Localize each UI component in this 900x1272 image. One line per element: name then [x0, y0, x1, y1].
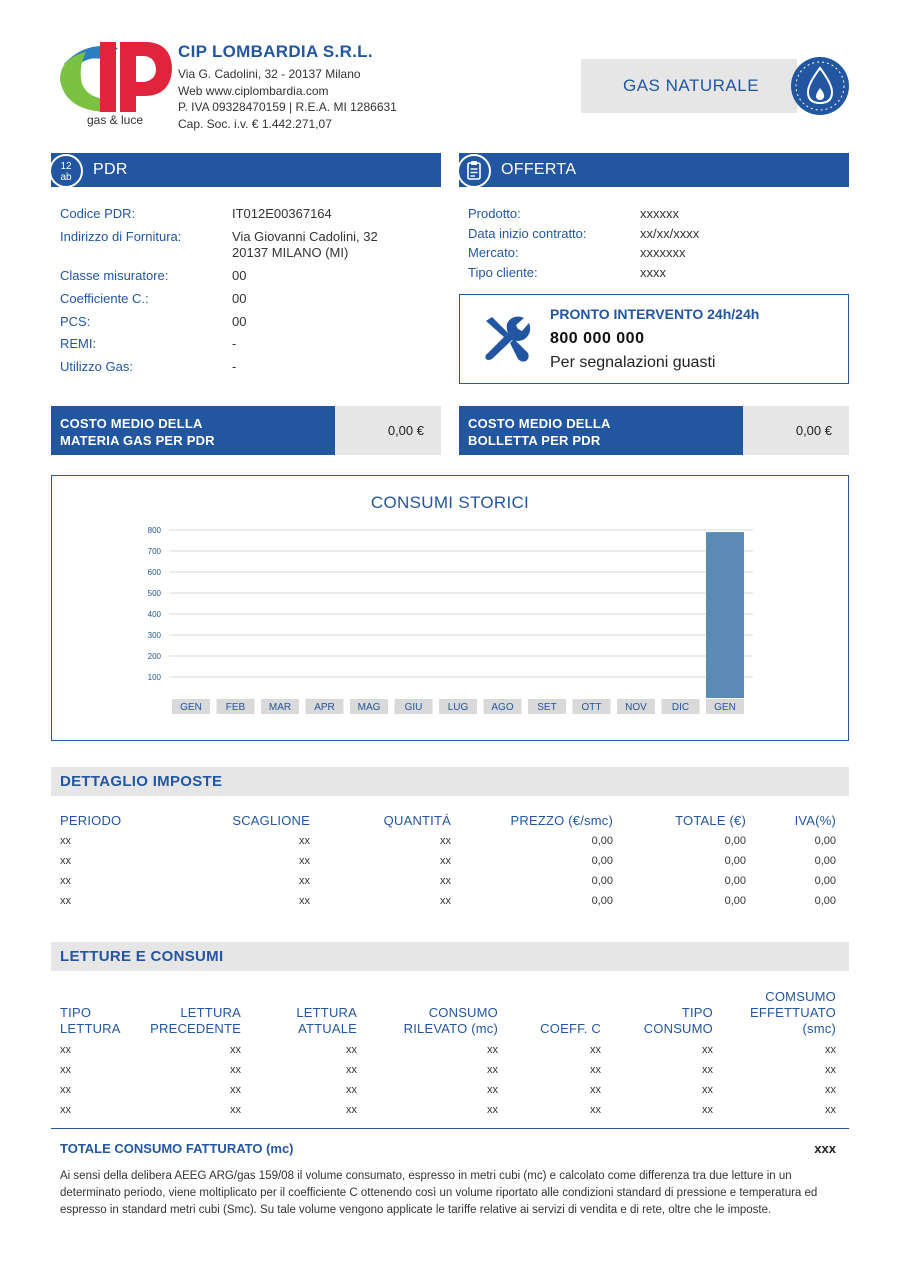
imposte-cell: xx	[299, 875, 310, 887]
imposte-title: DETTAGLIO IMPOSTE	[60, 773, 223, 790]
letture-col-attuale-l2: ATTUALE	[298, 1021, 357, 1036]
imposte-cell: xx	[440, 875, 451, 887]
offerta-product-label: Prodotto:	[468, 206, 521, 221]
letture-cell: xx	[230, 1104, 241, 1116]
pdr-pcs-value: 00	[232, 314, 247, 329]
letture-cell: xx	[825, 1104, 836, 1116]
chart-y-tick: 700	[147, 547, 161, 556]
company-piva: P. IVA 09328470159 | R.E.A. MI 1286631	[178, 100, 397, 114]
letture-col-tipo-l2: LETTURA	[60, 1021, 121, 1036]
totale-value: xxx	[814, 1141, 836, 1156]
letture-col-precedente	[130, 1005, 241, 1037]
svg-text:12: 12	[60, 161, 72, 172]
offerta-product-value: xxxxxx	[640, 206, 679, 221]
imposte-col-prezzo: PREZZO (€/smc)	[510, 813, 613, 828]
chart-y-tick: 100	[147, 673, 161, 682]
imposte-cell: xx	[60, 875, 71, 887]
letture-cell: xx	[230, 1084, 241, 1096]
chart-title: CONSUMI STORICI	[370, 493, 530, 512]
offerta-date-label: Data inizio contratto:	[468, 226, 587, 241]
letture-col-tipo-l1: TIPO	[60, 1005, 92, 1020]
imposte-cell: xx	[440, 835, 451, 847]
imposte-cell: xx	[60, 855, 71, 867]
letture-col-rilevato	[370, 1005, 498, 1037]
chart-y-tick: 400	[147, 610, 161, 619]
pdr-code-icon	[49, 154, 83, 188]
clipboard-icon	[457, 154, 491, 188]
chart-x-label: DIC	[671, 702, 690, 713]
letture-col-tipo	[60, 1005, 121, 1037]
chart-x-label: AGO	[491, 702, 514, 713]
company-info	[178, 42, 397, 132]
letture-col-effettuato-l2: EFFETTUATO	[749, 1005, 836, 1020]
imposte-cell: xx	[440, 855, 451, 867]
imposte-col-periodo: PERIODO	[60, 813, 122, 828]
pdr-class-label: Classe misuratore:	[60, 268, 169, 283]
letture-cell: xx	[60, 1044, 71, 1056]
letture-cell: xx	[702, 1044, 713, 1056]
letture-cell: xx	[702, 1064, 713, 1076]
imposte-cell: 0,00	[724, 875, 746, 887]
imposte-cell: 0,00	[814, 855, 836, 867]
chart-y-tick: 300	[147, 631, 161, 640]
letture-header-bar	[51, 942, 849, 971]
letture-cell: xx	[346, 1104, 357, 1116]
imposte-col-scaglione: SCAGLIONE	[232, 813, 310, 828]
letture-col-tipo-consumo	[620, 1005, 713, 1037]
letture-col-attuale	[260, 1005, 357, 1037]
letture-cell: xx	[487, 1044, 498, 1056]
imposte-cell: xx	[60, 895, 71, 907]
letture-cell: xx	[60, 1104, 71, 1116]
costo-materia-label-line1: COSTO MEDIO DELLA	[60, 416, 203, 431]
chart-x-label: GEN	[714, 702, 736, 713]
letture-cell: xx	[230, 1064, 241, 1076]
letture-col-effettuato-l1: COMSUMO	[765, 989, 836, 1004]
emergency-box	[459, 294, 849, 384]
imposte-cell: xx	[440, 895, 451, 907]
letture-cell: xx	[346, 1044, 357, 1056]
letture-col-tipo-consumo-l1: TIPO	[681, 1005, 713, 1020]
imposte-cell: 0,00	[724, 855, 746, 867]
letture-col-precedente-l2: PRECEDENTE	[150, 1021, 241, 1036]
letture-col-coeff	[520, 1021, 601, 1037]
letture-cell: xx	[487, 1064, 498, 1076]
chart-x-label: NOV	[625, 702, 647, 713]
costo-bolletta-label-line1: COSTO MEDIO DELLA	[468, 416, 611, 431]
pdr-use-label: Utilizzo Gas:	[60, 359, 133, 374]
pdr-remi-label: REMI:	[60, 336, 97, 351]
gas-flame-icon	[790, 56, 850, 116]
offerta-market-value: xxxxxxx	[640, 245, 686, 260]
offerta-market-label: Mercato:	[468, 245, 519, 260]
pdr-section-bar	[51, 153, 441, 187]
letture-cell: xx	[825, 1064, 836, 1076]
pdr-coeff-value: 00	[232, 291, 247, 306]
consumi-chart	[51, 475, 849, 741]
pdr-address-label: Indirizzo di Fornitura:	[60, 229, 182, 244]
chart-y-tick: 200	[147, 652, 161, 661]
pdr-code-value: IT012E00367164	[232, 206, 332, 221]
letture-col-effettuato	[730, 989, 836, 1037]
imposte-cell: 0,00	[814, 895, 836, 907]
costo-materia-label-line2: MATERIA GAS PER PDR	[60, 433, 215, 448]
chart-x-label: LUG	[447, 702, 469, 713]
chart-x-label: SET	[537, 702, 557, 713]
chart-y-tick: 500	[147, 589, 161, 598]
imposte-col-iva: IVA(%)	[794, 813, 836, 828]
product-badge-label: GAS NATURALE	[623, 76, 760, 95]
pdr-address-line2: 20137 MILANO (MI)	[232, 245, 349, 260]
chart-y-tick: 600	[147, 568, 161, 577]
imposte-cell: xx	[299, 895, 310, 907]
letture-cell: xx	[825, 1044, 836, 1056]
product-badge	[581, 59, 797, 113]
emergency-title: PRONTO INTERVENTO 24h/24h	[550, 306, 760, 322]
letture-col-rilevato-l1: CONSUMO	[428, 1005, 498, 1020]
imposte-col-totale: TOTALE (€)	[675, 813, 746, 828]
letture-col-rilevato-l2: RILEVATO (mc)	[403, 1021, 498, 1036]
totale-label: TOTALE CONSUMO FATTURATO (mc)	[60, 1141, 294, 1156]
letture-cell: xx	[60, 1084, 71, 1096]
letture-cell: xx	[825, 1084, 836, 1096]
letture-cell: xx	[702, 1104, 713, 1116]
letture-cell: xx	[346, 1064, 357, 1076]
chart-x-label: GIU	[404, 702, 423, 713]
totale-divider	[51, 1128, 849, 1129]
pdr-code-label: Codice PDR:	[60, 206, 136, 221]
emergency-phone[interactable]: 800 000 000	[550, 330, 645, 347]
company-capital: Cap. Soc. i.v. € 1.442.271,07	[178, 116, 332, 131]
chart-y-tick: 800	[147, 526, 161, 535]
company-name: CIP LOMBARDIA S.R.L.	[178, 42, 373, 61]
letture-col-coeff-l1: COEFF. C	[540, 1021, 601, 1036]
letture-cell: xx	[590, 1044, 601, 1056]
svg-text:ab: ab	[60, 172, 72, 183]
imposte-cell: 0,00	[591, 875, 613, 887]
costo-bolletta-label-line2: BOLLETTA PER PDR	[468, 433, 601, 448]
offerta-date-value: xx/xx/xxxx	[640, 226, 700, 241]
letture-cell: xx	[60, 1064, 71, 1076]
letture-title: LETTURE E CONSUMI	[60, 948, 224, 965]
costo-bolletta-label	[459, 406, 743, 455]
wrench-screwdriver-icon	[480, 313, 532, 365]
emergency-desc: Per segnalazioni guasti	[550, 354, 716, 371]
imposte-cell: 0,00	[591, 855, 613, 867]
imposte-cell: 0,00	[814, 875, 836, 887]
pdr-title: PDR	[93, 161, 128, 178]
pdr-class-value: 00	[232, 268, 247, 283]
company-web: Web www.ciplombardia.com	[178, 83, 329, 98]
pdr-pcs-label: PCS:	[60, 314, 91, 329]
chart-x-label: MAG	[357, 702, 381, 713]
letture-cell: xx	[487, 1084, 498, 1096]
letture-cell: xx	[346, 1084, 357, 1096]
chart-x-label: APR	[314, 702, 335, 713]
offerta-client-value: xxxx	[640, 265, 666, 280]
letture-col-tipo-consumo-l2: CONSUMO	[643, 1021, 713, 1036]
costo-bolletta-value: 0,00 €	[743, 406, 849, 455]
letture-cell: xx	[590, 1064, 601, 1076]
chart-x-label: MAR	[268, 702, 292, 713]
company-address: Via G. Cadolini, 32 - 20137 Milano	[178, 67, 361, 81]
letture-cell: xx	[487, 1104, 498, 1116]
legal-note: Ai sensi della delibera AEEG ARG/gas 159/08 il volume consumato, espresso in metri cubi (mc) e calcolato come differenza tra due letture in un determinato periodo, viene moltiplicato per il coefficiente C ottenendo così un volume riportato alle condizioni standard di pressione e temperatura ed espresso in standard metri cubi (Smc). Su tale volume vengono applicate le tariffe relative ai servizi di vendita e di rete, oltre che le imposte.	[60, 1170, 818, 1216]
pdr-use-value: -	[232, 359, 237, 374]
imposte-cell: 0,00	[591, 835, 613, 847]
letture-cell: xx	[702, 1084, 713, 1096]
imposte-cell: 0,00	[724, 835, 746, 847]
costo-materia-value: 0,00 €	[335, 406, 441, 455]
letture-cell: xx	[230, 1044, 241, 1056]
pdr-address-line1: Via Giovanni Cadolini, 32	[232, 229, 378, 244]
imposte-cell: 0,00	[724, 895, 746, 907]
chart-x-label: GEN	[180, 702, 202, 713]
offerta-section-bar	[459, 153, 849, 187]
pdr-remi-value: -	[232, 336, 237, 351]
letture-cell: xx	[590, 1084, 601, 1096]
letture-col-effettuato-l3: (smc)	[802, 1021, 836, 1036]
chart-x-label: FEB	[225, 702, 246, 713]
pdr-coeff-label: Coefficiente C.:	[60, 291, 149, 306]
letture-cell: xx	[590, 1104, 601, 1116]
imposte-col-quantita: QUANTITÁ	[383, 813, 451, 828]
imposte-cell: 0,00	[591, 895, 613, 907]
imposte-cell: xx	[299, 835, 310, 847]
chart-x-label: OTT	[581, 702, 602, 713]
chart-bar	[706, 532, 744, 698]
imposte-cell: xx	[299, 855, 310, 867]
letture-col-attuale-l1: LETTURA	[296, 1005, 357, 1020]
offerta-client-label: Tipo cliente:	[468, 265, 538, 280]
logo-subtitle: gas & luce	[86, 113, 144, 127]
imposte-header-bar	[51, 767, 849, 796]
imposte-cell: 0,00	[814, 835, 836, 847]
costo-materia-label	[51, 406, 335, 455]
offerta-title: OFFERTA	[501, 161, 577, 178]
imposte-cell: xx	[60, 835, 71, 847]
letture-col-precedente-l1: LETTURA	[180, 1005, 241, 1020]
